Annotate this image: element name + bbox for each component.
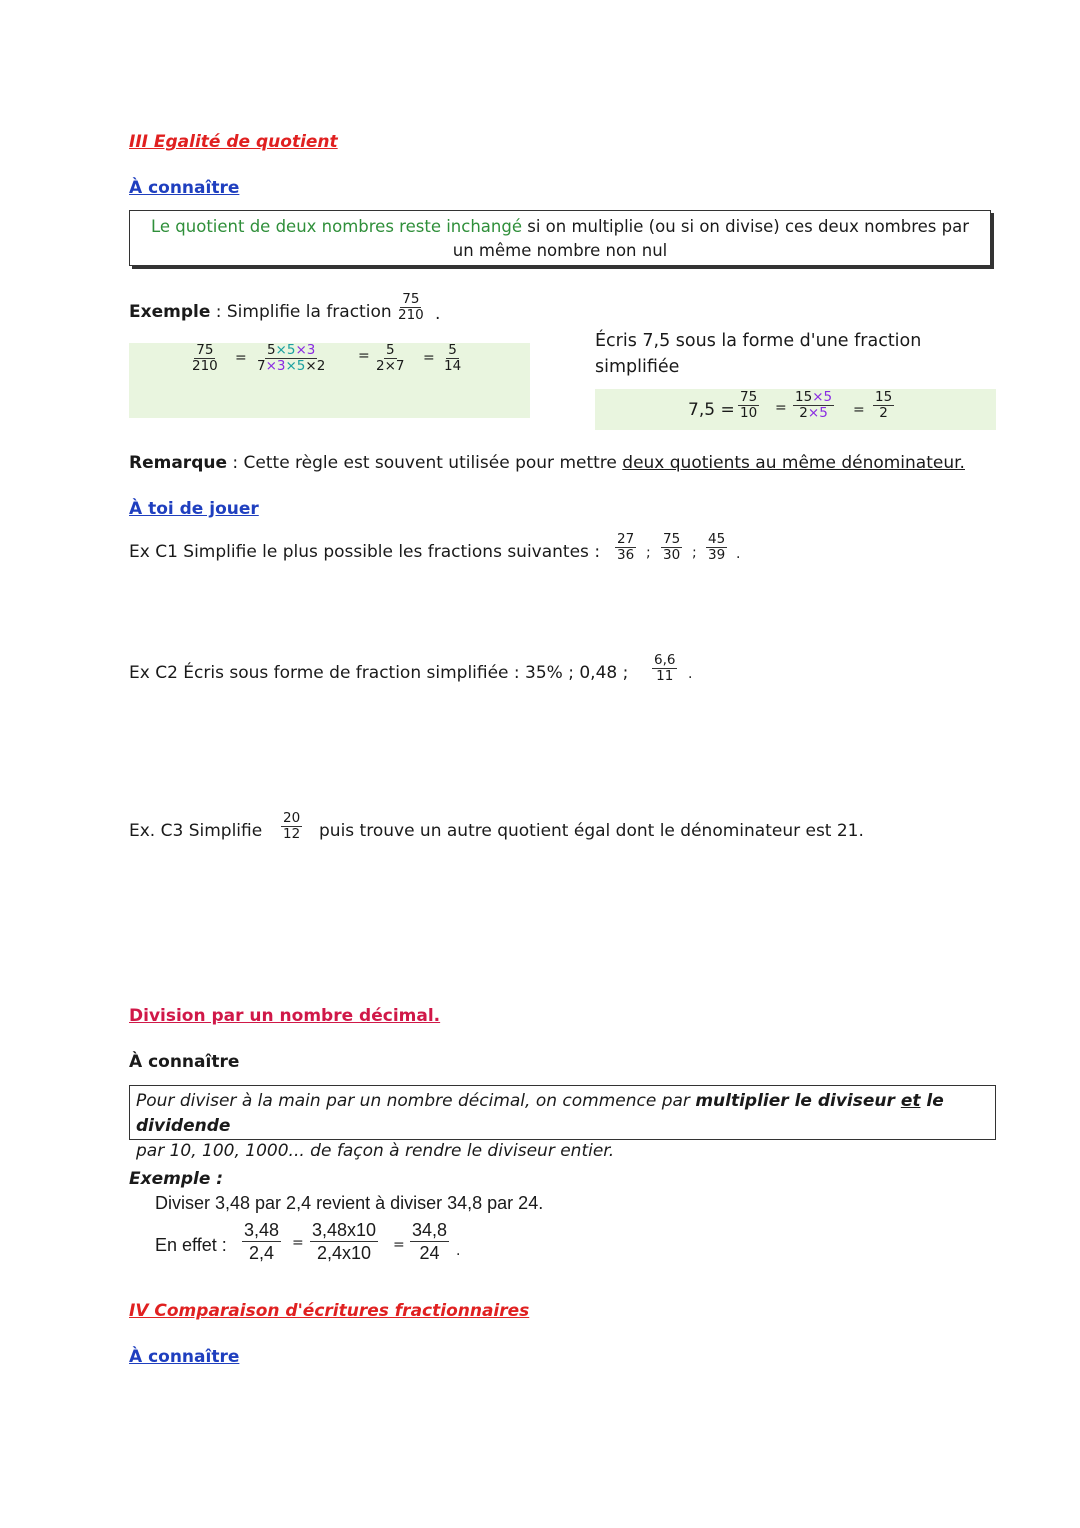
calc-fraction-2 <box>255 343 327 374</box>
numerator: 27 <box>617 531 635 547</box>
denominator: 39 <box>708 547 726 563</box>
division-fraction-1 <box>242 1219 281 1264</box>
numerator: 3,48x10 <box>312 1220 377 1240</box>
example-text: : Simplifie la fraction <box>210 302 392 322</box>
numerator: 75 <box>740 389 758 405</box>
rule-bold: le dividende <box>136 1091 944 1136</box>
ex-c3-label: Ex. C3 Simplifie <box>129 821 263 841</box>
denominator: 14 <box>444 358 462 374</box>
denominator: 30 <box>663 547 681 563</box>
equals-sign: = <box>358 348 370 364</box>
rule-bold-underlined: et <box>900 1091 921 1111</box>
equals-sign: = <box>775 400 787 416</box>
numerator: 5 <box>448 342 457 358</box>
rule-text-line2: par 10, 100, 1000... de façon à rendre le diviseur entier. <box>136 1141 615 1161</box>
numerator: 15×5 <box>795 389 833 405</box>
denominator: 2 <box>879 405 888 421</box>
equals-sign: = <box>423 350 435 366</box>
division-title: Division par un nombre décimal. <box>129 1006 441 1026</box>
calc2-fraction-2 <box>793 390 834 421</box>
period: . <box>688 666 693 682</box>
example-label: Exemple <box>129 302 211 322</box>
numerator: 5×5×3 <box>266 342 316 358</box>
denominator: 2,4 <box>249 1243 275 1263</box>
remarque-line <box>129 453 965 473</box>
separator: ; <box>646 545 651 561</box>
example-fraction <box>396 292 426 323</box>
ex-c1-fraction-1 <box>615 532 636 563</box>
numerator: 3,48 <box>244 1220 280 1240</box>
en-effet-label: En effet : <box>155 1235 227 1255</box>
denominator: 24 <box>419 1243 440 1263</box>
ex-c3-fraction <box>281 811 302 842</box>
period: . <box>736 546 741 562</box>
numerator: 34,8 <box>412 1220 448 1240</box>
numerator: 75 <box>663 531 681 547</box>
rule-text-line2: un même nombre non nul <box>452 241 668 260</box>
numerator: 75 <box>196 342 214 358</box>
numerator: 6,6 <box>654 652 676 668</box>
example2-line1: Écris 7,5 sous la forme d'une fraction <box>595 331 922 351</box>
section-title-3: III Egalité de quotient <box>129 132 338 152</box>
division-fraction-3 <box>410 1219 449 1264</box>
calc2-fraction-3 <box>873 390 894 421</box>
equals-sign: = <box>235 350 247 366</box>
denominator: 2×7 <box>376 358 405 374</box>
period: . <box>456 1243 461 1259</box>
rule-text: Pour diviser à la main par un nombre décimal, on commence par <box>136 1091 696 1111</box>
ex-c1-fraction-3 <box>706 532 727 563</box>
example-label-line <box>129 302 392 322</box>
equals-sign: = <box>292 1235 304 1251</box>
remarque-label: Remarque <box>129 453 227 473</box>
numerator: 15 <box>875 389 893 405</box>
section-title-4: IV Comparaison d'écritures fractionnaires <box>129 1301 530 1321</box>
calc2-fraction-1 <box>738 390 759 421</box>
ex-c2-text: Ex C2 Écris sous forme de fraction simplifiée : 35% ; 0,48 ; <box>129 663 629 683</box>
denominator: 12 <box>283 826 301 842</box>
denominator: 11 <box>656 668 674 684</box>
ex-c3-text: puis trouve un autre quotient égal dont le dénominateur est 21. <box>319 821 864 841</box>
denominator: 210 <box>192 358 218 374</box>
equals-sign: = <box>853 402 865 418</box>
division-fraction-2 <box>310 1219 378 1264</box>
calc-fraction-1 <box>190 343 220 374</box>
denominator: 210 <box>398 307 424 323</box>
denominator: 2,4x10 <box>317 1243 372 1263</box>
numerator: 20 <box>283 810 301 826</box>
denominator: 2×5 <box>799 405 828 421</box>
example2-line2: simplifiée <box>595 357 680 377</box>
a-connaitre-heading-4: À connaître <box>129 1347 240 1367</box>
period: . <box>435 304 441 324</box>
rule-box <box>129 210 991 266</box>
a-toi-de-jouer-heading: À toi de jouer <box>129 499 259 519</box>
denominator: 7×3×5×2 <box>257 358 326 374</box>
rule-highlight: Le quotient de deux nombres reste inchangé <box>151 217 522 236</box>
remarque-underlined: deux quotients au même dénominateur. <box>622 453 965 473</box>
ex-c1-fraction-2 <box>661 532 682 563</box>
denominator: 36 <box>617 547 635 563</box>
equals-sign: = <box>393 1237 405 1253</box>
division-a-connaitre: À connaître <box>129 1052 240 1072</box>
rule-text: si on multiplie (ou si on divise) ces deux nombres par <box>521 217 969 236</box>
a-connaitre-heading: À connaître <box>129 178 240 198</box>
separator: ; <box>692 545 697 561</box>
division-example-label: Exemple : <box>129 1169 224 1189</box>
calc-fraction-4 <box>442 343 463 374</box>
denominator: 10 <box>740 405 758 421</box>
division-example-line: Diviser 3,48 par 2,4 revient à diviser 34,8 par 24. <box>155 1193 544 1213</box>
numerator: 5 <box>385 342 395 358</box>
numerator: 75 <box>402 291 420 307</box>
example2-lhs: 7,5 = <box>688 400 735 420</box>
calc-fraction-3 <box>374 343 407 374</box>
remarque-text: : Cette règle est souvent utilisée pour mettre <box>227 453 623 473</box>
division-rule-box <box>129 1085 996 1161</box>
ex-c2-fraction <box>652 653 677 684</box>
numerator: 45 <box>708 531 726 547</box>
ex-c1-text: Ex C1 Simplifie le plus possible les fractions suivantes : <box>129 542 601 562</box>
rule-bold: multiplier le diviseur <box>695 1091 901 1111</box>
